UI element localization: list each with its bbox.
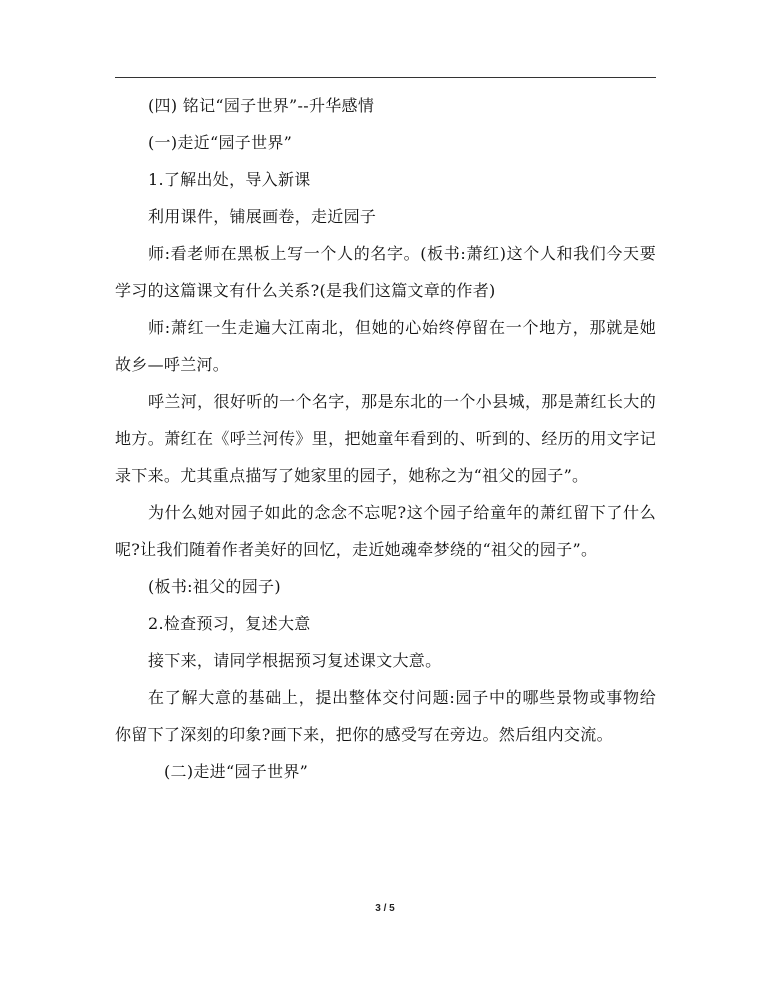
header-rule: [115, 77, 656, 78]
paragraph: 为什么她对园子如此的念念不忘呢?这个园子给童年的萧红留下了什么呢?让我们随着作者美好的回忆，走近她魂牵梦绕的“祖父的园子”。: [115, 503, 656, 559]
paragraph: 利用课件，铺展画卷，走近园子: [148, 207, 377, 226]
paragraph: 呼兰河，很好听的一个名字，那是东北的一个小县城，那是萧红长大的地方。萧红在《呼兰河传》里，把她童年看到的、听到的、经历的用文字记录下来。尤其重点描写了她家里的园子，她称之为“祖父的园子”。: [115, 392, 656, 485]
section-heading-two: (二)走进“园子世界”: [164, 762, 309, 781]
document-body: [115, 87, 656, 790]
paragraph: 师:萧红一生走遍大江南北，但她的心始终停留在一个地方，那就是她故乡—呼兰河。: [115, 318, 656, 374]
subheading-2: 2.检查预习，复述大意: [148, 614, 311, 633]
section-heading-one: (一)走近“园子世界”: [148, 133, 293, 152]
subheading-1: 1.了解出处，导入新课: [148, 170, 311, 189]
page-number: 3 / 5: [375, 903, 395, 914]
paragraph: 在了解大意的基础上，提出整体交付问题:园子中的哪些景物或事物给你留下了深刻的印象?画下来，把你的感受写在旁边。然后组内交流。: [115, 688, 656, 744]
section-heading-four: (四) 铭记“园子世界”--升华感情: [148, 96, 375, 115]
board-note: (板书:祖父的园子): [148, 577, 281, 596]
paragraph: 师:看老师在黑板上写一个人的名字。(板书:萧红)这个人和我们今天要学习的这篇课文有什么关系?(是我们这篇文章的作者): [115, 244, 656, 300]
paragraph: 接下来，请同学根据预习复述课文大意。: [148, 651, 442, 670]
